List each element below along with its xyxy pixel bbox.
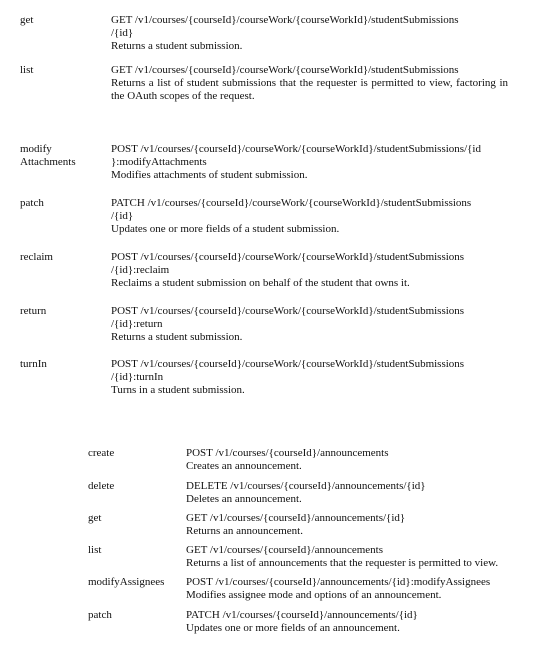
http-endpoint-continued: }:modifyAttachments — [111, 156, 207, 168]
method-detail — [111, 64, 508, 103]
method-description: Returns a student submission. — [111, 331, 243, 343]
method-name — [20, 358, 105, 371]
method-detail — [111, 251, 508, 290]
method-description: Updates one or more fields of an announcement. — [186, 622, 400, 634]
method-detail — [111, 197, 508, 236]
http-endpoint-continued: /{id}:reclaim — [111, 264, 170, 276]
method-name — [20, 305, 105, 318]
http-endpoint: POST /v1/courses/{courseId}/courseWork/{courseWorkId}/studentSubmissions — [111, 251, 465, 263]
method-detail — [186, 512, 536, 538]
method-name — [20, 251, 105, 264]
method-name — [20, 64, 105, 77]
method-description: Returns a student submission. — [111, 40, 243, 52]
method-description: Deletes an announcement. — [186, 493, 302, 505]
method-name: list — [88, 544, 102, 556]
method-name: delete — [88, 480, 115, 492]
method-name-line: turnIn — [20, 358, 47, 370]
method-name: patch — [88, 609, 112, 621]
http-endpoint: POST /v1/courses/{courseId}/courseWork/{courseWorkId}/studentSubmissions/{id — [111, 143, 481, 155]
method-detail — [186, 544, 536, 570]
method-description: Updates one or more fields of a student submission. — [111, 223, 340, 235]
http-endpoint-continued: /{id}:turnIn — [111, 371, 164, 383]
method-name-line: patch — [20, 197, 44, 209]
method-name — [20, 197, 105, 210]
http-endpoint: PATCH /v1/courses/{courseId}/courseWork/{courseWorkId}/studentSubmissions — [111, 197, 472, 209]
http-endpoint: GET /v1/courses/{courseId}/courseWork/{courseWorkId}/studentSubmissions — [111, 64, 459, 76]
http-endpoint: POST /v1/courses/{courseId}/courseWork/{courseWorkId}/studentSubmissions — [111, 358, 465, 370]
http-endpoint-continued: /{id}:return — [111, 318, 163, 330]
http-endpoint: PATCH /v1/courses/{courseId}/announcements/{id} — [186, 609, 418, 621]
method-description: Modifies assignee mode and options of an announcement. — [186, 589, 442, 601]
http-endpoint: GET /v1/courses/{courseId}/announcements — [186, 544, 384, 556]
method-detail — [186, 576, 536, 602]
method-detail — [111, 143, 508, 182]
http-endpoint: DELETE /v1/courses/{courseId}/announcements/{id} — [186, 480, 426, 492]
method-detail — [111, 305, 508, 344]
method-name — [20, 14, 105, 27]
http-endpoint-continued: /{id} — [111, 210, 134, 222]
method-description: Creates an announcement. — [186, 460, 302, 472]
method-description: Turns in a student submission. — [111, 384, 245, 396]
http-endpoint-continued: /{id} — [111, 27, 134, 39]
method-detail — [186, 609, 536, 635]
method-detail — [186, 480, 536, 506]
method-description: Reclaims a student submission on behalf of the student that owns it. — [111, 277, 410, 289]
method-name: modifyAssignees — [88, 576, 165, 588]
method-detail — [186, 447, 536, 473]
method-name-line: list — [20, 64, 34, 76]
http-endpoint: POST /v1/courses/{courseId}/announcements — [186, 447, 389, 459]
method-description: Returns an announcement. — [186, 525, 303, 537]
method-detail — [111, 14, 508, 53]
method-name — [20, 143, 105, 169]
http-endpoint: POST /v1/courses/{courseId}/courseWork/{courseWorkId}/studentSubmissions — [111, 305, 465, 317]
http-endpoint: POST /v1/courses/{courseId}/announcements/{id}:modifyAssignees — [186, 576, 491, 588]
method-description: Returns a list of announcements that the requester is permitted to view. — [186, 557, 499, 569]
method-name: get — [88, 512, 102, 524]
method-name-line: get — [20, 14, 34, 26]
method-description: Returns a list of student submissions that the requester is permitted to view, factoring in the OAuth scopes of the request. — [111, 77, 508, 102]
method-name-line: return — [20, 305, 47, 317]
method-detail — [111, 358, 508, 397]
method-name: create — [88, 447, 115, 459]
http-endpoint: GET /v1/courses/{courseId}/announcements/{id} — [186, 512, 406, 524]
http-endpoint: GET /v1/courses/{courseId}/courseWork/{courseWorkId}/studentSubmissions — [111, 14, 459, 26]
method-description: Modifies attachments of student submission. — [111, 169, 308, 181]
method-name-line: modify — [20, 143, 52, 155]
method-name-line: reclaim — [20, 251, 53, 263]
method-name-line: Attachments — [20, 156, 76, 168]
